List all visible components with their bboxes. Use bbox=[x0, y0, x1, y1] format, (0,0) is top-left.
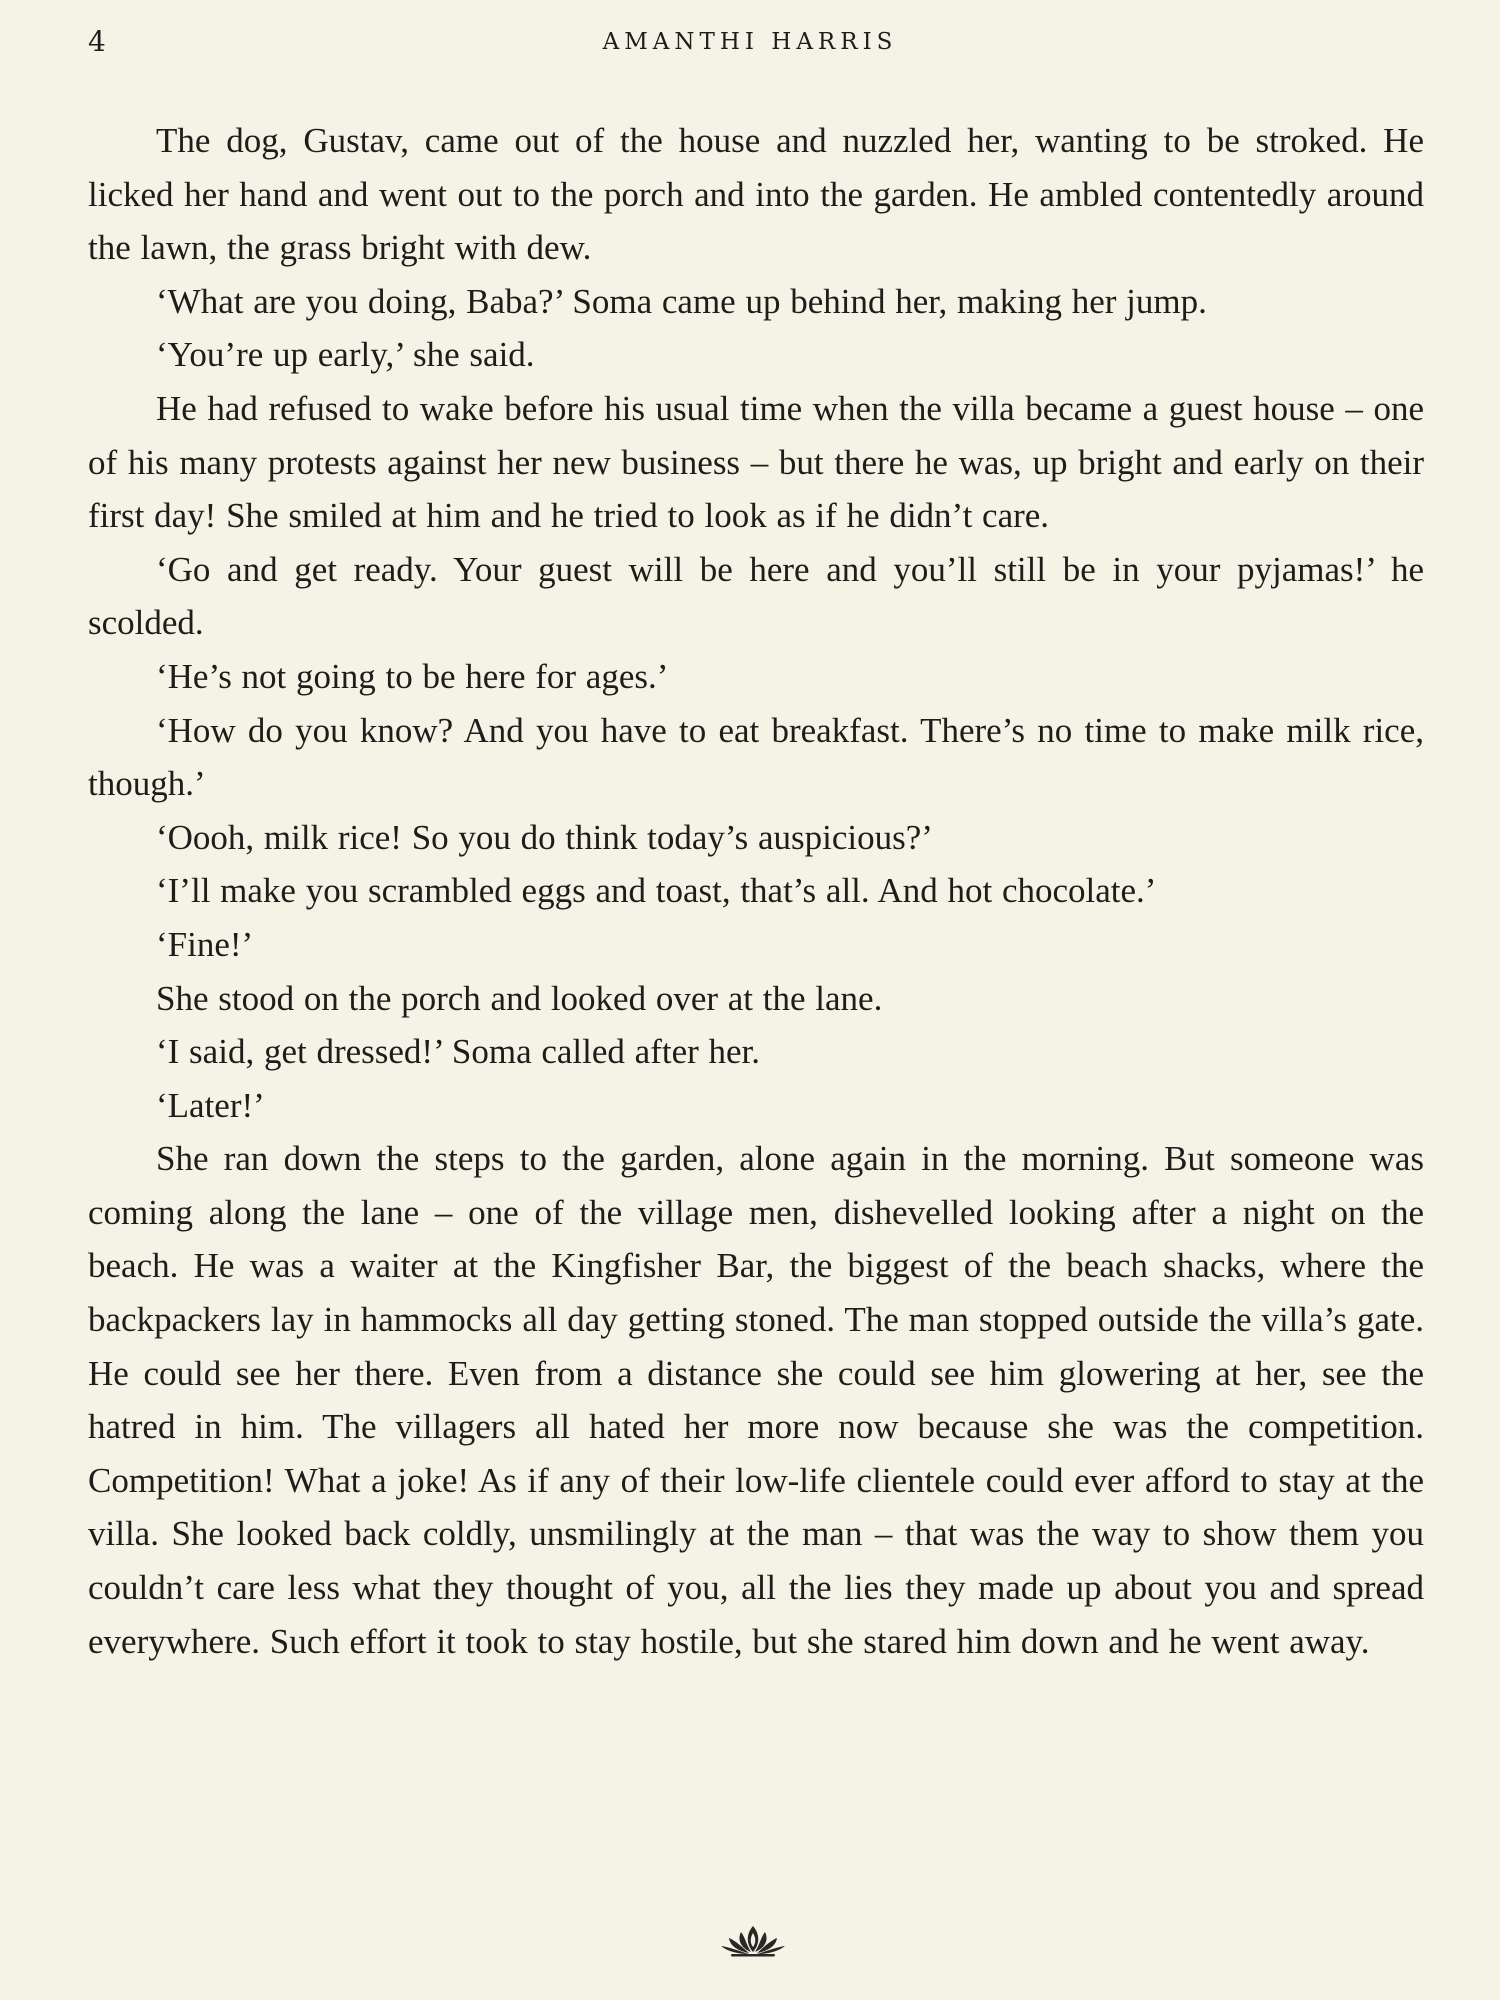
paragraph: ‘He’s not going to be here for ages.’ bbox=[156, 656, 669, 696]
paragraph: ‘Fine!’ bbox=[156, 924, 254, 964]
lotus-ornament-icon bbox=[719, 1924, 787, 1958]
paragraph: The dog, Gustav, came out of the house and nuzzled her, wanting to be stroked. He licked her hand and went out to the porch and into the garden. He ambled contentedly around the lawn, the grass bright with dew. bbox=[88, 121, 1424, 268]
paragraph: She stood on the porch and looked over at the lane. bbox=[156, 978, 883, 1018]
paragraph: She ran down the steps to the garden, alone again in the morning. But someone was coming along the lane – one of the village men, dishevelled looking after a night on the beach. He was a waiter at the Kingfisher Bar, the biggest of the beach shacks, where the backpackers lay in hammocks all day getting stoned. The man stopped outside the villa’s gate. He could see her there. Even from a distance she could see him glowering at her, see the hatred in him. The villagers all hated her more now because she was the competition. Competition! What a joke! As if any of their low-life clientele could ever afford to stay at the villa. She looked back coldly, unsmilingly at the man – that was the way to show them you couldn’t care less what they thought of you, all the lies they made up about you and spread everywhere. Such effort it took to stay hostile, but she stared him down and he went away. bbox=[88, 1139, 1424, 1661]
paragraph: ‘What are you doing, Baba?’ Soma came up behind her, making her jump. bbox=[156, 281, 1207, 321]
page-number: 4 bbox=[88, 25, 106, 58]
body-text bbox=[88, 114, 1424, 1668]
paragraph: ‘I said, get dressed!’ Soma called after her. bbox=[156, 1032, 761, 1072]
paragraph: ‘Later!’ bbox=[156, 1085, 265, 1125]
running-head bbox=[88, 22, 1412, 62]
running-head-author: AMANTHI HARRIS bbox=[602, 29, 898, 55]
paragraph: ‘I’ll make you scrambled eggs and toast, that’s all. And hot chocolate.’ bbox=[156, 871, 1157, 911]
paragraph: ‘How do you know? And you have to eat breakfast. There’s no time to make milk rice, though.’ bbox=[88, 710, 1424, 804]
paragraph: ‘You’re up early,’ she said. bbox=[156, 335, 535, 375]
paragraph: He had refused to wake before his usual time when the villa became a guest house – one of his many protests against her new business – but there he was, up bright and early on their first day! She smiled at him and he tried to look as if he didn’t care. bbox=[88, 388, 1424, 536]
paragraph: ‘Oooh, milk rice! So you do think today’s auspicious?’ bbox=[156, 817, 933, 857]
paragraph: ‘Go and get ready. Your guest will be here and you’ll still be in your pyjamas!’ he scolded. bbox=[88, 549, 1424, 643]
